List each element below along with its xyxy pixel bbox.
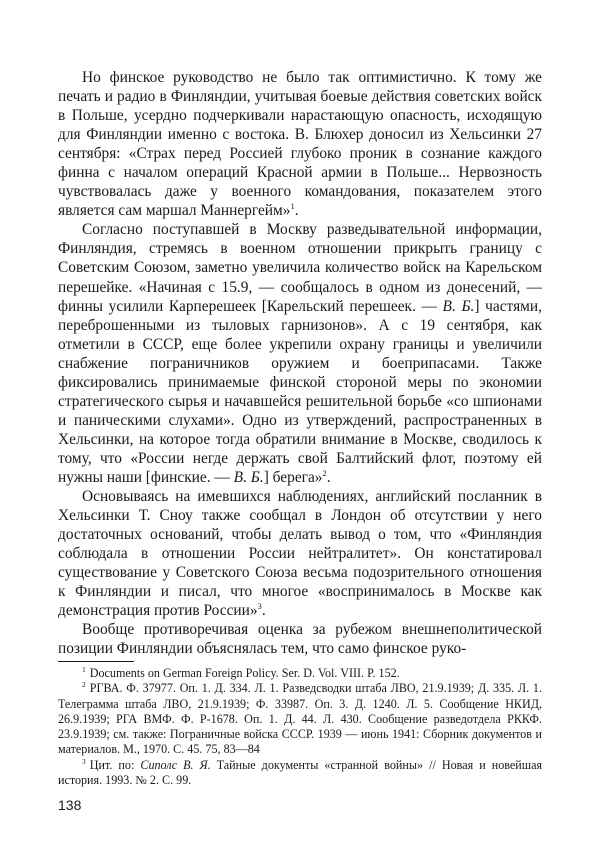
paragraph: Основываясь на имевшихся наблюдениях, английский посланник в Хельсинки Т. Сноу также сообщал в Лондон об отсутствии у него достаточных оснований, чтобы делать вывод о том, что «Финляндия соблюдала в отношении России нейтралитет». Он констатировал существование у Советского Союза весьма подозрительного отношения к Финляндии и писал, что многое «воспринималось в Москве как демонстрация против России»$^3$. [58, 488, 542, 620]
main-text [58, 68, 542, 658]
footnote: $^3$ Цит. по: Сиполс В. Я. Тайные документы «странной войны» // Новая и новейшая история. 1993. № 2. С. 99. [58, 756, 543, 788]
footnote: $^1$ Documents on German Foreign Policy. Ser. D. Vol. VIII. P. 152. [82, 664, 400, 680]
footnote-ref[interactable]: 1 [290, 201, 295, 212]
footnote-number: 2 [82, 680, 86, 690]
footnote: $^2$ РГВА. Ф. 37977. Оп. 1. Д. 334. Л. 1. Разведсводки штаба ЛВО, 21.9.1939; Д. 335. Л. 1. Телеграмма штаба ЛВО, 21.9.1939; Ф. 33987. Оп. 3. Д. 1240. Л. 5. Сообщение НКИД, 26.9.1939; РГА ВМФ. Ф. Р-1678. Оп. 1. Д. 44. Л. 430. Сообщение разведотдела РККФ. 23.9.1939; см. также: Пограничные войска СССР. 1939 — июнь 1941: Сборник документов и материалов. М., 1970. С. 45. 75, 83—84 [58, 680, 542, 757]
footnotes [58, 666, 542, 788]
footnote-number: 1 [82, 664, 86, 674]
paragraph: Согласно поступавшей в Москву разведывательной информации, Финляндия, стремясь в военном отношении прикрыть границу с Советским Союзом, заметно увеличила количество войск на Карельском перешейке. «Начиная с 15.9, — сообщалось в одном из донесений, — финны усилили Карперешеек [Карельский перешеек. — В. Б.] частями, переброшенными из тыловых гарнизонов». А с 19 сентября, как отметили в СССР, еще более укрепили охрану границы и увеличили снабжение пограничников оружием и боеприпасами. Также фиксировались принимаемые финской стороной меры по экономии стратегического сырья и начавшейся решительной борьбе «со шпионами и паническими слухами». Одно из утверждений, распространенных в Хельсинки, на которое тогда обратили внимание в Москве, сводилось к тому, что «России негде держать свой Балтийский флот, поэтому ей нужны наши [финские. — В. Б.] берега»$^2$. [58, 221, 542, 486]
footnote-divider [58, 661, 134, 662]
footnote-ref[interactable]: 3 [257, 601, 262, 612]
author-initials: В. Б. [233, 468, 264, 486]
paragraph: Вообще противоречивая оценка за рубежом внешнеполитической позиции Финляндии объяснялась тем, что само финское руко- [58, 621, 542, 658]
footnote-author: Сиполс В. Я. [140, 757, 211, 772]
author-initials: В. Б. [442, 297, 475, 315]
page-number: 138 [58, 797, 82, 813]
footnote-number: 3 [82, 756, 86, 766]
paragraph: Но финское руководство не было так оптимистично. К тому же печать и радио в Финляндии, учитывая боевые действия советских войск в Польше, усердно подчеркивали нарастающую опасность, исходящую для Финляндии именно с востока. В. Блюхер доносил из Хельсинки 27 сентября: «Страх перед Россией глубоко проник в сознание каждого финна с началом операций Красной армии в Польше... Нервозность чувствовалась даже у военного командования, показателем этого является сам маршал Маннергейм»$^1$. [58, 69, 542, 220]
footnote-ref[interactable]: 2 [322, 467, 327, 478]
